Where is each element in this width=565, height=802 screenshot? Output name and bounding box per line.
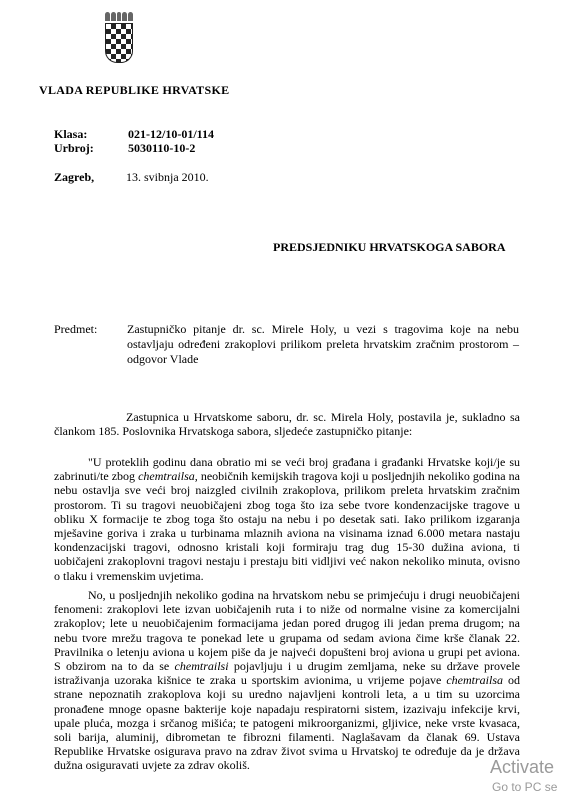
quote1-emphasis: chemtrailsa, [138,469,198,484]
subject-text: Zastupničko pitanje dr. sc. Mirele Holy, u vezi s tragovima koje na nebu ostavljaju određeni zrakoplovi prilikom preleta hrvatskim zračnim prostorom – odgovor Vlade [127,322,519,366]
quote2-emphasis-1: chemtrailsi [174,659,229,674]
activation-watermark-subtitle: Go to PC se [492,780,558,794]
government-title: VLADA REPUBLIKE HRVATSKE [39,83,230,97]
place-label: Zagreb, [54,170,95,184]
activation-watermark-title: Activate [490,757,555,777]
quote-paragraph-2 [54,588,520,773]
document-date: 13. svibnja 2010. [126,170,209,184]
quote2-text-b: pojavljuju i u drugim zemljama, neke su države provele istraživanja uzoraka kišnice te zraka u sportskim avionima, u vrijeme pojave [54,659,520,688]
quote-paragraph-1 [54,455,520,583]
intro-paragraph: Zastupnica u Hrvatskome saboru, dr. sc. Mirela Holy, postavila je, sukladno sa člankom 185. Poslovnika Hrvatskoga sabora, sljedeće zastupničko pitanje: [54,410,520,439]
quote2-text-a: No, u posljednjih nekoliko godina na hrvatskom nebu se primjećuju i drugi neuobičajeni fenomeni: zrakoplovi lete izvan uobičajenih ruta i to niže od normalne visine za komercijalni zrakoplov; lete u neuobičajenim formacijama jedan pored drugog ili jedan prema drugom; na nebu tvore mrežu tragova te ponekad lete u grupama od sedam aviona čime krše članak 22. Pravilnika o letenju aviona u kojem piše da je najveći dopušteni broj aviona u grupi pet aviona. S obzirom na to da se [54,588,520,674]
recipient: PREDSJEDNIKU HRVATSKOGA SABORA [273,240,506,254]
quote2-emphasis-2: chemtrailsa [446,673,504,688]
quote1-text-a: "U proteklih godinu dana obratio mi se veći broj građana i građanki Hrvatske koji/je su zabrinuti/te zbog [54,455,520,484]
klasa-label: Klasa: [54,127,88,141]
urbroj-value: 5030110-10-2 [128,141,196,155]
quote1-text-b: neobičnih kemijskih tragova koji u posljednjih nekoliko godina na nebu ostavlja sve veći broj naizgled civilnih zrakoplova, prilikom preleta hrvatskim zračnim prostorom. Ti su tragovi neuobičajeni zbog toga što iza sebe tvore kondenzacijske tragove u obliku X formacije te zbog toga što ostaju na nebu i po desetak sati. Iako prilikom izgaranja mješavine goriva i zraka u turbinama mlaznih aviona na visinama iznad 6.000 metara nastaju kondenzacijski tragovi, odnosno kristali koji formiraju trag dug 15-30 dužina aviona, ti uobičajeni zrakoplovni tragovi nestaju i prestaju biti vidljivi već nakon nekoliko minuta, ovisno o tlaku i vremenskim uvjetima. [54,469,520,583]
subject-label: Predmet: [54,322,98,336]
croatian-coat-of-arms-icon [105,12,133,64]
urbroj-label: Urbroj: [54,141,94,155]
klasa-value: 021-12/10-01/114 [128,127,214,141]
quote2-text-c: od strane nepoznatih zrakoplova koji su uredno najavljeni kontroli leta, a u tim su uzorcima pronađene mnoge opasne bakterije koje napadaju respiratorni sistem, izazivaju infekcije krvi, upale pluća, mozga i srčanog mišića; te patogeni mikroorganizmi, gljivice, neke vrste kvasaca, soli barija, aluminij, dibrometan te fibrozni filamenti. Naglašavam da članak 69. Ustava Republike Hrvatske osigurava pravo na zdrav život svima u Hrvatskoj te određuje da je država dužna osiguravati uvjete za zdrav okoliš. [54,673,520,773]
